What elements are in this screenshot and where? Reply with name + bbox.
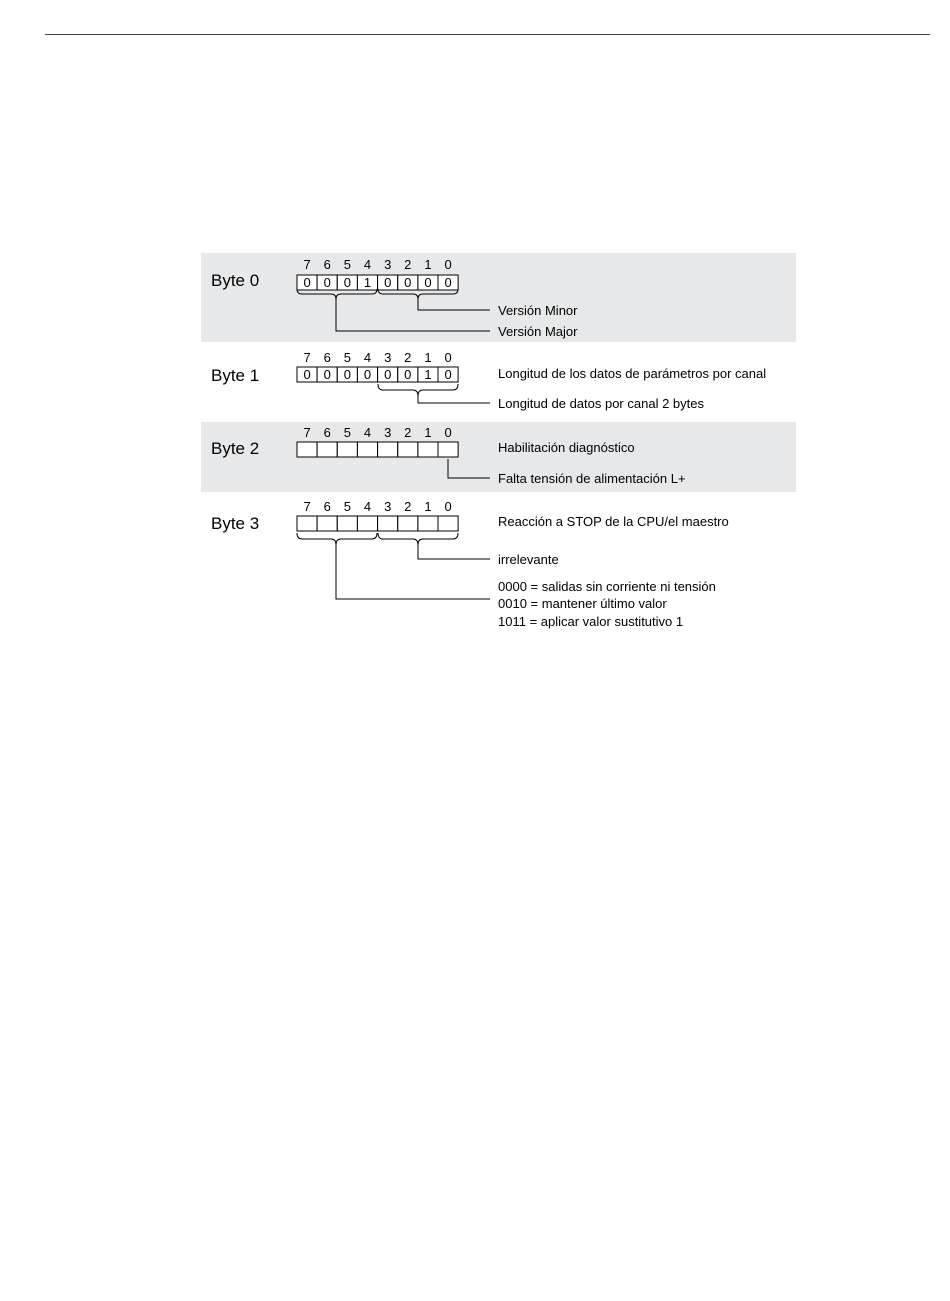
desc-option-0000: 0000 = salidas sin corriente ni tensión [498, 579, 716, 594]
bit-cell-2 [398, 516, 418, 531]
bit-number-2: 2 [404, 425, 412, 440]
bit-cell-4 [357, 516, 377, 531]
bit-number-7: 7 [303, 350, 311, 365]
bit-number-2: 2 [404, 499, 412, 514]
connector-irrelevant [418, 545, 490, 559]
bit-number-0: 0 [444, 350, 452, 365]
bit-value-0: 0 [444, 275, 452, 290]
bit-cell-1 [418, 442, 438, 457]
bit-number-0: 0 [444, 425, 452, 440]
bit-number-6: 6 [323, 257, 331, 272]
bit-number-row [303, 425, 451, 440]
bit-value-3: 0 [384, 275, 392, 290]
byte-0-label: Byte 0 [211, 271, 260, 290]
bit-number-1: 1 [424, 499, 432, 514]
bit-value-2: 0 [404, 367, 412, 382]
bit-value-4: 1 [363, 275, 372, 290]
byte-1-label: Byte 1 [211, 366, 260, 385]
bit-cell-1 [418, 516, 438, 531]
desc-param-length: Longitud de los datos de parámetros por canal [498, 366, 767, 381]
byte-1-group [211, 350, 766, 411]
bit-cell-6 [317, 516, 337, 531]
bit-cells [297, 275, 458, 290]
bit-number-1: 1 [424, 425, 432, 440]
desc-option-1011: 1011 = aplicar valor sustitutivo 1 [498, 614, 684, 629]
bit-cell-0 [438, 516, 458, 531]
bit-number-5: 5 [343, 257, 352, 272]
bit-number-0: 0 [444, 257, 452, 272]
bit-value-1: 1 [424, 367, 432, 382]
bit-cells [297, 367, 458, 382]
bit-number-6: 6 [323, 350, 331, 365]
bit-value-5: 0 [343, 367, 352, 382]
bit-number-4: 4 [363, 499, 372, 514]
bit-number-row [303, 350, 451, 365]
bit-value-3: 0 [384, 367, 392, 382]
bit-number-1: 1 [424, 350, 432, 365]
desc-version-minor: Versión Minor [498, 303, 578, 318]
byte-2-label: Byte 2 [211, 439, 260, 458]
bit-cell-3 [378, 442, 398, 457]
brace-bits-3-0 [378, 533, 458, 545]
bit-number-3: 3 [384, 425, 392, 440]
connector-stop-reaction [336, 545, 490, 599]
bit-cell-3 [378, 516, 398, 531]
bit-cells [297, 442, 458, 457]
desc-irrelevant: irrelevante [498, 552, 559, 567]
bit-cell-0 [438, 442, 458, 457]
bit-cell-2 [398, 442, 418, 457]
bit-cell-7 [297, 442, 317, 457]
connector-major [336, 299, 490, 331]
bit-number-row [303, 257, 451, 272]
bit-value-0: 0 [444, 367, 452, 382]
bit-value-6: 0 [323, 367, 331, 382]
byte-3-group [211, 499, 729, 629]
bit-number-1: 1 [424, 257, 432, 272]
bit-number-5: 5 [343, 350, 352, 365]
bit-number-2: 2 [404, 257, 412, 272]
bit-cell-7 [297, 516, 317, 531]
desc-missing-supply-voltage: Falta tensión de alimentación L+ [498, 471, 686, 486]
connector-length [418, 396, 490, 403]
bit-cell-5 [337, 516, 357, 531]
bit-number-2: 2 [404, 350, 412, 365]
byte-0-group [211, 257, 578, 339]
desc-stop-reaction: Reacción a STOP de la CPU/el maestro [498, 514, 729, 529]
desc-data-length: Longitud de datos por canal 2 bytes [498, 396, 704, 411]
bit-number-7: 7 [303, 257, 311, 272]
connector-minor [418, 299, 490, 310]
bit-value-7: 0 [303, 275, 311, 290]
bit-number-4: 4 [363, 350, 372, 365]
byte-2-group [211, 425, 686, 486]
bit-number-3: 3 [384, 350, 392, 365]
bit-value-7: 0 [303, 367, 311, 382]
bit-cells [297, 516, 458, 531]
byte-3-label: Byte 3 [211, 514, 260, 533]
bit-number-row [303, 499, 451, 514]
bit-value-5: 0 [343, 275, 352, 290]
desc-diagnostic-enable: Habilitación diagnóstico [498, 440, 635, 455]
bit-value-1: 0 [424, 275, 432, 290]
desc-option-0010: 0010 = mantener último valor [498, 596, 667, 611]
bit-number-4: 4 [363, 257, 372, 272]
desc-version-major: Versión Major [498, 324, 578, 339]
bit-number-7: 7 [303, 499, 311, 514]
bit-number-0: 0 [444, 499, 452, 514]
bit-value-2: 0 [404, 275, 412, 290]
bit-number-5: 5 [343, 425, 352, 440]
bit-value-6: 0 [323, 275, 331, 290]
brace-bits-7-4 [297, 533, 377, 545]
bit-number-5: 5 [343, 499, 352, 514]
bit-number-6: 6 [323, 499, 331, 514]
bit-cell-4 [357, 442, 377, 457]
bit-cell-6 [317, 442, 337, 457]
bit-number-3: 3 [384, 499, 392, 514]
bit-number-7: 7 [303, 425, 311, 440]
connector-bit-0 [448, 459, 490, 478]
bit-cell-5 [337, 442, 357, 457]
bit-number-4: 4 [363, 425, 372, 440]
bit-number-3: 3 [384, 257, 392, 272]
bit-number-6: 6 [323, 425, 331, 440]
bit-value-4: 0 [363, 367, 372, 382]
brace-bits-3-0 [378, 384, 458, 396]
